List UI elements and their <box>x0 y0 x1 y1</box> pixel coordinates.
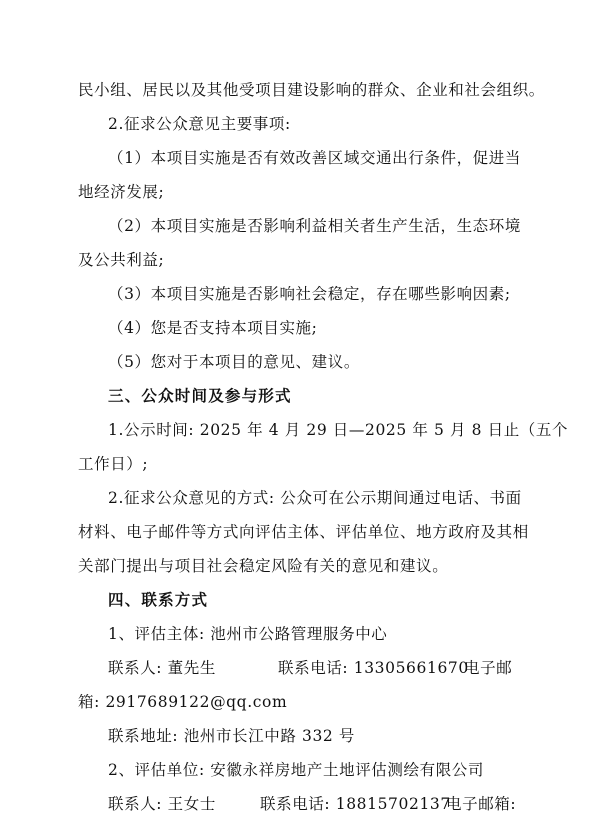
publicity-time-line-2: 工作日）; <box>78 455 149 473</box>
contact-person-2: 联系人: 王女士 <box>108 795 216 813</box>
contact-person-1: 联系人: 董先生 <box>108 659 216 677</box>
feedback-method-line-1: 2.征求公众意见的方式: 公众可在公示期间通过电话、书面 <box>108 489 522 507</box>
feedback-method-line-3: 关部门提出与项目社会稳定风险有关的意见和建议。 <box>78 557 449 575</box>
contact-address-1: 联系地址: 池州市长江中路 332 号 <box>108 727 355 745</box>
para-line-1: 民小组、居民以及其他受项目建设影响的群众、企业和社会组织。 <box>78 81 545 99</box>
assessor-unit: 2、评估单位: 安徽永祥房地产土地评估测绘有限公司 <box>108 761 485 779</box>
question-2-line-1: （2）本项目实施是否影响利益相关者生产生活，生态环境 <box>108 217 521 235</box>
section-3-heading: 三、公众时间及参与形式 <box>108 387 292 405</box>
question-3: （3）本项目实施是否影响社会稳定，存在哪些影响因素; <box>108 285 511 303</box>
assessor-subject: 1、评估主体: 池州市公路管理服务中心 <box>108 625 388 643</box>
email-label-1: 电子邮 <box>464 659 513 677</box>
question-4: （4）您是否支持本项目实施; <box>108 319 318 337</box>
email-1: 箱: 2917689122@qq.com <box>78 693 288 711</box>
contact-phone-2: 联系电话: 18815702137 <box>260 795 451 813</box>
feedback-method-line-2: 材料、电子邮件等方式向评估主体、评估单位、地方政府及其相 <box>78 523 529 541</box>
publicity-time-line-1: 1.公示时间: 2025 年 4 月 29 日—2025 年 5 月 8 日止（五个 <box>108 421 569 439</box>
question-1-line-2: 地经济发展; <box>78 183 165 201</box>
question-5: （5）您对于本项目的意见、建议。 <box>108 353 360 371</box>
item-2-heading: 2.征求公众意见主要事项: <box>108 115 291 133</box>
section-4-heading: 四、联系方式 <box>108 591 209 609</box>
contact-phone-1: 联系电话: 13305661670 <box>278 659 469 677</box>
question-2-line-2: 及公共利益; <box>78 251 165 269</box>
email-label-2: 电子邮箱: <box>446 795 517 813</box>
question-1-line-1: （1）本项目实施是否有效改善区域交通出行条件，促进当 <box>108 149 521 167</box>
